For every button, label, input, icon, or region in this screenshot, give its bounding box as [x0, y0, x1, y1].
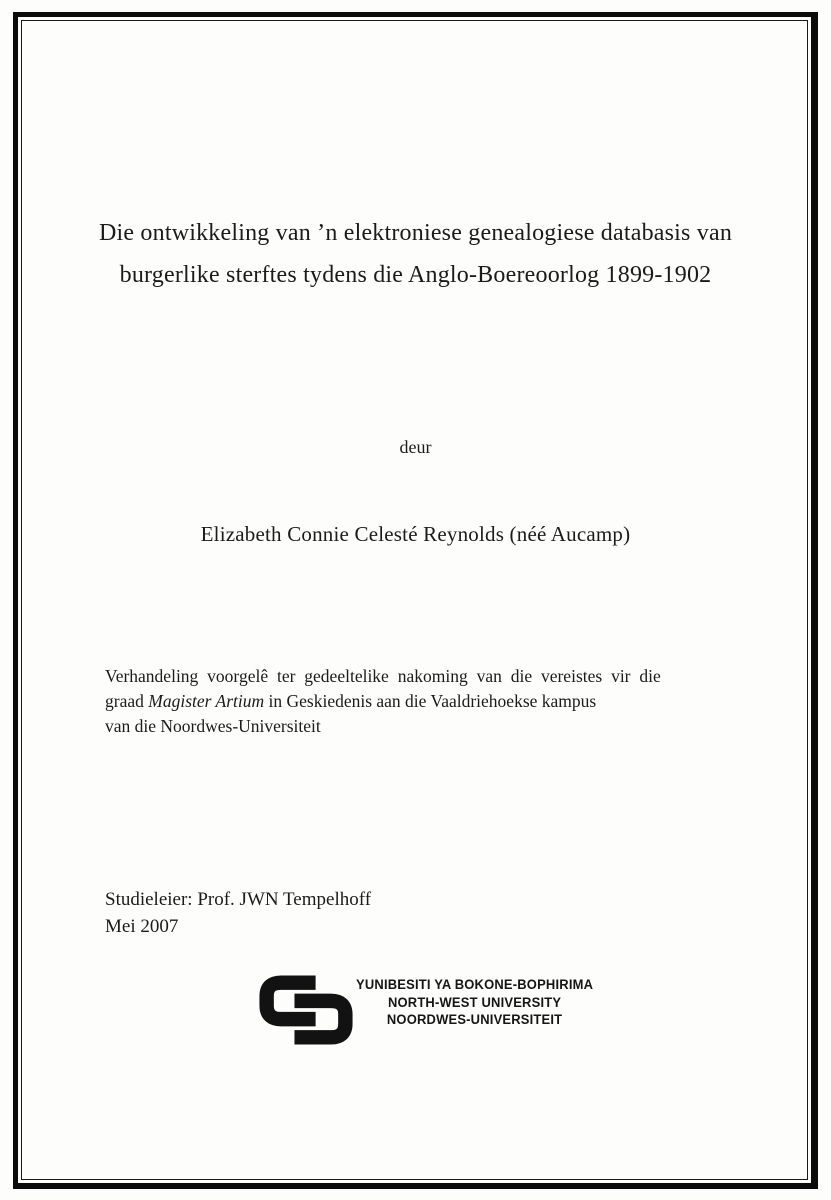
thesis-title-line2: burgerlike sterftes tydens die Anglo-Boereoorlog 1899-1902 [119, 262, 712, 288]
byline-label: deur [399, 437, 432, 457]
university-wordmark-line2: NORTH-WEST UNIVERSITY [387, 994, 562, 1010]
university-logo [258, 974, 603, 1046]
thesis-title [60, 212, 771, 296]
university-wordmark [356, 976, 593, 1029]
submission-line3: van die Noordwes-Universiteit [105, 716, 321, 736]
supervisor-block [105, 886, 371, 940]
author-name: Elizabeth Connie Celesté Reynolds (néé Aucamp) [200, 522, 631, 546]
supervisor-line: Studieleier: Prof. JWN Tempelhoff [105, 889, 372, 910]
degree-name: Magister Artium [148, 691, 265, 711]
submission-line2-prefix: graad [105, 691, 149, 711]
nwu-interlocking-links-icon [258, 974, 354, 1046]
thesis-title-line1: Die ontwikkeling van ’n elektroniese genealogiese databasis van [98, 220, 733, 246]
date-line: Mei 2007 [105, 916, 179, 937]
submission-line2-suffix: in Geskiedenis aan die Vaaldriehoekse kampus [264, 691, 597, 711]
submission-line2 [105, 689, 733, 714]
submission-statement [105, 664, 733, 739]
university-wordmark-line1: YUNIBESITI YA BOKONE-BOPHIRIMA [356, 977, 594, 992]
university-wordmark-line3: NOORDWES-UNIVERSITEIT [386, 1012, 563, 1027]
submission-line1: Verhandeling voorgelê ter gedeeltelike nakoming van die vereistes vir die [105, 666, 661, 686]
